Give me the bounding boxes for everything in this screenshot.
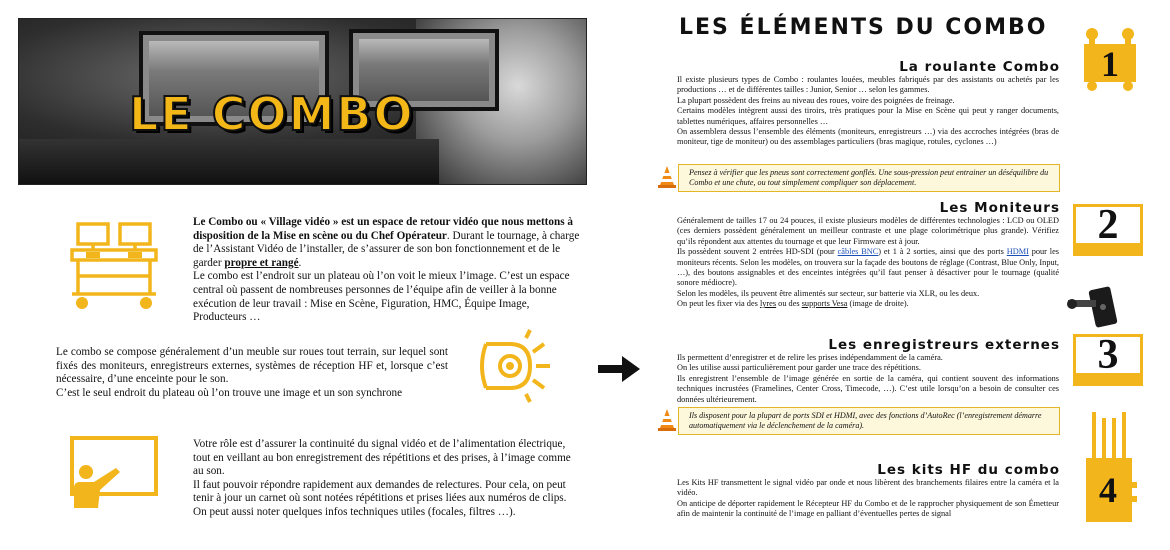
number-4: 4 (1099, 470, 1117, 510)
section-moniteurs-text: Généralement de tailles 17 ou 24 pouces, il existe plusieurs modèles de différentes technologies : LCD ou OLED (ces derniers possèdent généralement un meilleur contraste et une plage colorimétrique plus grande). Vérifiez qu’ils répondent aux attentes du tournage et que leur Firmware est à jour. Ils possèdent souvent 2 entrées HD-SDI (pour câbles BNC) et 1 à 2 sorties, ainsi que des ports HDMI pour les moniteurs récents. Selon les modèles, on trouvera sur la façade des boutons de réglage (Contrast, Blue Only, Input, …), des boutons assignables et des enceintes intégrées qu’il faut penser à désactiver pour le tournage (qualité sonore médiocre). Selon les modèles, ils peuvent être alimentés sur secteur, sur batterie via XLR, ou les deux. On peut les fixer via des lyres ou des supports Vesa (image de droite). (677, 216, 1059, 309)
note-enregistreurs: Ils disposent pour la plupart de ports SDI et HDMI, avec des fonctions d’AutoRec (l’enregistrement démarre automatiquement via le déclenchement de la caméra). (678, 407, 1060, 435)
section-title-moniteurs: Les Moniteurs (939, 200, 1060, 216)
section-title-roulante: La roulante Combo (899, 59, 1060, 75)
banner-photo (18, 18, 587, 185)
link-hdmi[interactable]: HDMI (1006, 247, 1029, 257)
traffic-cone-icon (657, 408, 677, 432)
note-roulante: Pensez à vérifier que les pneus sont correctement gonflés. Une sous-pression peut entrainer un déséquilibre du Combo et une chute, ou tout simplement compliquer son déplacement. (678, 164, 1060, 192)
section-title-enregistreurs: Les enregistreurs externes (828, 337, 1060, 353)
link-supports-vesa[interactable]: supports Vesa (801, 299, 848, 309)
monitor-mount-icon (1064, 284, 1120, 334)
number-3-badge (1073, 334, 1143, 386)
number-1: 1 (1101, 44, 1119, 84)
composition-paragraph: Le combo se compose généralement d’un meuble sur roues tout terrain, sur lequel sont fixés des moniteurs, enregistreurs externes, systèmes de réception HF et, lorsque c’est nécessaire, d’une enceinte pour le son. C’est le seul endroit du plateau où l’on trouve une image et un son synchrone (56, 346, 448, 399)
combo-cart-icon (64, 214, 164, 314)
intro-paragraph: Le Combo ou « Village vidéo » est un espace de retour vidéo que nous mettons à disposition de la Mise en scène ou du Chef Opérateur. Durant le tournage, à charge de l’Assistant Vidéo de l’installer, de s’assurer de son bon fonctionnement et de le garder propre et rangé. Le combo est l’endroit sur un plateau où l’on voit le mieux l’image. C’est un espace central où passent de nombreuses personnes de l’équipe afin de veiller à la bonne exécution de leur travail : Mise en Scène, Figuration, HMC, Équipe Image, Producteurs … (193, 216, 580, 324)
number-3: 3 (1097, 332, 1119, 378)
banner-desk (19, 139, 439, 184)
section-roulante-text: Il existe plusieurs types de Combo : roulantes louées, meubles fabriqués par des assistants ou achetés par les productions … et de différentes tailles : Junior, Senior … selon les gammes. La plupart possèdent des freins au niveau des roues, voire des poignées de freinage. Certains modèles intègrent aussi des tiroirs, très pratiques pour la Mise en Scène qui peut y ranger documents, tablettes numériques, affaires personnelles … On assemblera dessus l’ensemble des éléments (moniteurs, enregistreurs …) via des accroches intégrées (bras de moniteur, tige de moniteur) ou des assemblages particuliers (bras magique, rotules, cyclones …) (677, 75, 1059, 147)
traffic-cone-icon (657, 165, 677, 189)
section-title-kits-hf: Les kits HF du combo (877, 462, 1060, 478)
page-title: LES ÉLÉMENTS DU COMBO (679, 15, 1048, 40)
banner-title: LE COMBO (129, 87, 415, 141)
link-lyres[interactable]: lyres (759, 299, 777, 309)
section-enregistreurs-text: Ils permettent d’enregistrer et de relire les prises indépendamment de la caméra. On les utilise aussi particulièrement pour garder une trace des répétitions. Ils enregistrent l’ensemble de l’image générée en sortie de la caméra, qui contient souvent des informations techniques incrustées (Framelines, Center Cross, Timecode, …). C’est utile lorsqu’on a besoin de consulter ces données ultérieurement. (677, 353, 1059, 404)
role-paragraph: Votre rôle est d’assurer la continuité du signal vidéo et de l’alimentation électrique, tout en veillant au bon enregistrement des répétitions et des prises, à l’image comme au son. Il faut pouvoir répondre rapidement aux demandes de relectures. Pour cela, on peut tenir à jour un carnet où sont notées répétitions et prises liées aux numéros de clips. On peut aussi noter quelques infos techniques utiles (focales, filtres …). (193, 438, 571, 518)
link-bnc[interactable]: câbles BNC (837, 247, 879, 257)
camera-gear-icon (470, 326, 562, 406)
number-2: 2 (1097, 202, 1119, 248)
number-1-badge (1080, 26, 1140, 92)
section-kits-hf-text: Les Kits HF transmettent le signal vidéo par onde et nous libèrent des branchements filaires entre la caméra et la vidéo. On anticipe de déporter rapidement le Récepteur HF du Combo et de le rapprocher physiquement de son Émetteur afin de maintenir la continuité de l’image en palliant d’éventuelles pertes de signal (677, 478, 1059, 519)
number-2-badge (1073, 204, 1143, 256)
teacher-board-icon (64, 432, 164, 512)
number-4-badge (1080, 412, 1138, 528)
arrow-right-icon (598, 354, 642, 384)
